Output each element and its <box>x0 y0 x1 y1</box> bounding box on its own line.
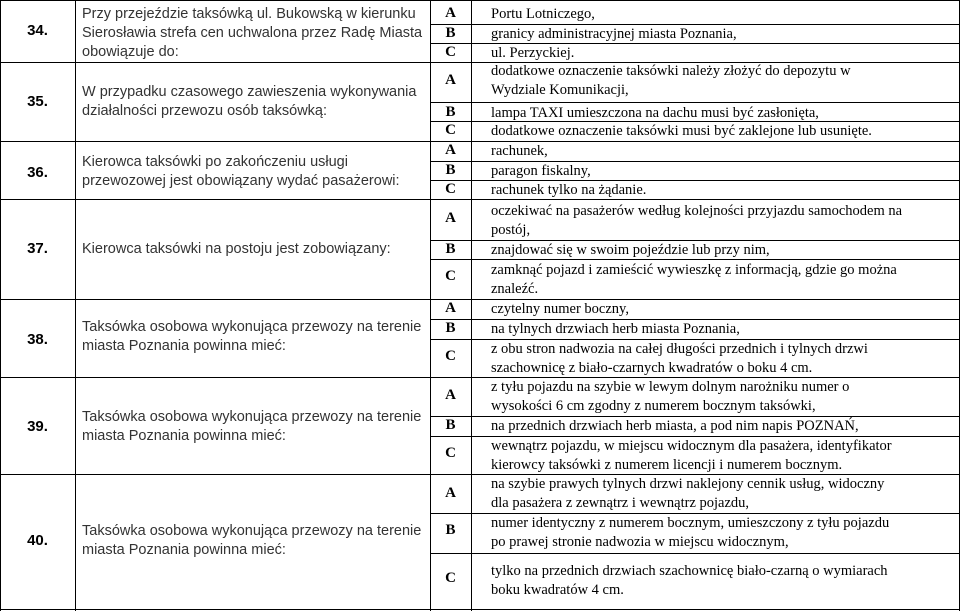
answer-text: na przednich drzwiach herb miasta, a pod nim napis POZNAŃ, <box>491 418 859 434</box>
answer-text: rachunek, <box>491 143 548 159</box>
answer-letter: C <box>445 268 456 284</box>
answer-text: granicy administracyjnej miasta Poznania, <box>491 26 737 42</box>
grid-line <box>471 0 472 611</box>
answer-text: wewnątrz pojazdu, w miejscu widocznym dla pasażera, identyfikator kierowcy taksówki z numerem licencji i numerem bocznym. <box>491 438 892 473</box>
answer-letter: A <box>445 142 456 158</box>
row-border <box>0 0 960 1</box>
answer-letter: C <box>445 122 456 138</box>
answer-letter: A <box>445 72 456 88</box>
row-border <box>0 199 960 200</box>
answer-letter: B <box>445 522 456 538</box>
answer-text: na tylnych drzwiach herb miasta Poznania, <box>491 321 740 337</box>
answer-text: Portu Lotniczego, <box>491 6 595 22</box>
row-border <box>0 141 960 142</box>
answer-letter: B <box>445 162 456 178</box>
answer-text: oczekiwać na pasażerów według kolejności przyjazdu samochodem na postój, <box>491 203 903 238</box>
grid-line <box>0 0 1 611</box>
answer-letter: B <box>445 104 456 120</box>
question-text: Taksówka osobowa wykonująca przewozy na terenie miasta Poznania powinna mieć: <box>82 319 422 354</box>
row-border <box>430 553 960 554</box>
answer-letter: C <box>445 570 456 586</box>
question-text: Kierowca taksówki na postoju jest zobowiązany: <box>82 241 391 257</box>
grid-line <box>75 0 76 611</box>
question-text: W przypadku czasowego zawieszenia wykonywania działalności przewozu osób taksówką: <box>82 84 417 119</box>
answer-text: rachunek tylko na żądanie. <box>491 182 647 198</box>
row-border <box>430 102 960 103</box>
answer-letter: A <box>445 5 456 21</box>
answer-letter: A <box>445 387 456 403</box>
question-number: 35. <box>27 93 48 110</box>
answer-letter: B <box>445 320 456 336</box>
question-number: 34. <box>27 22 48 39</box>
question-number: 38. <box>27 331 48 348</box>
answer-letter: B <box>445 417 456 433</box>
answer-text: dodatkowe oznaczenie taksówki musi być zaklejone lub usunięte. <box>491 123 872 139</box>
answer-text: tylko na przednich drzwiach szachownicę biało-czarną o wymiarach boku kwadratów 4 cm. <box>491 563 888 598</box>
answer-text: znajdować się w swoim pojeździe lub przy nim, <box>491 242 770 258</box>
question-number: 40. <box>27 532 48 549</box>
answer-text: z obu stron nadwozia na całej długości przednich i tylnych drzwi szachownicę z biało-czarnych kwadratów o boku 4 cm. <box>491 341 868 376</box>
question-number: 37. <box>27 240 48 257</box>
row-border <box>0 299 960 300</box>
answer-letter: A <box>445 300 456 316</box>
answer-text: dodatkowe oznaczenie taksówki należy złożyć do depozytu w Wydziale Komunikacji, <box>491 63 851 98</box>
question-text: Taksówka osobowa wykonująca przewozy na terenie miasta Poznania powinna mieć: <box>82 409 422 444</box>
answer-text: z tyłu pojazdu na szybie w lewym dolnym narożniku numer o wysokości 6 cm zgodny z numerem bocznym taksówki, <box>491 379 850 414</box>
row-border <box>0 609 960 610</box>
answer-letter: C <box>445 181 456 197</box>
answer-text: numer identyczny z numerem bocznym, umieszczony z tyłu pojazdu po prawej stronie nadwozia w miejscu widocznym, <box>491 515 890 550</box>
answer-letter: B <box>445 25 456 41</box>
question-text: Taksówka osobowa wykonująca przewozy na terenie miasta Poznania powinna mieć: <box>82 523 422 558</box>
question-text: Przy przejeździe taksówką ul. Bukowską w kierunku Sierosławia strefa cen uchwalona przez Radę Miasta obowiązuje do: <box>82 6 423 60</box>
answer-text: czytelny numer boczny, <box>491 301 629 317</box>
answer-text: ul. Perzyckiej. <box>491 45 575 61</box>
answer-text: paragon fiskalny, <box>491 163 591 179</box>
row-border <box>430 259 960 260</box>
answer-text: zamknąć pojazd i zamieścić wywieszkę z informacją, gdzie go można znaleźć. <box>491 262 897 297</box>
answer-letter: C <box>445 44 456 60</box>
answer-letter: C <box>445 348 456 364</box>
answer-letter: B <box>445 241 456 257</box>
answer-letter: A <box>445 485 456 501</box>
answer-text: na szybie prawych tylnych drzwi naklejony cennik usług, widoczny dla pasażera z zewnątrz i wewnątrz pojazdu, <box>491 476 885 511</box>
answer-text: lampa TAXI umieszczona na dachu musi być zasłonięta, <box>491 105 819 121</box>
question-number: 36. <box>27 164 48 181</box>
question-number: 39. <box>27 418 48 435</box>
question-text: Kierowca taksówki po zakończeniu usługi przewozowej jest obowiązany wydać pasażerowi: <box>82 154 400 189</box>
answer-letter: A <box>445 210 456 226</box>
answer-letter: C <box>445 445 456 461</box>
